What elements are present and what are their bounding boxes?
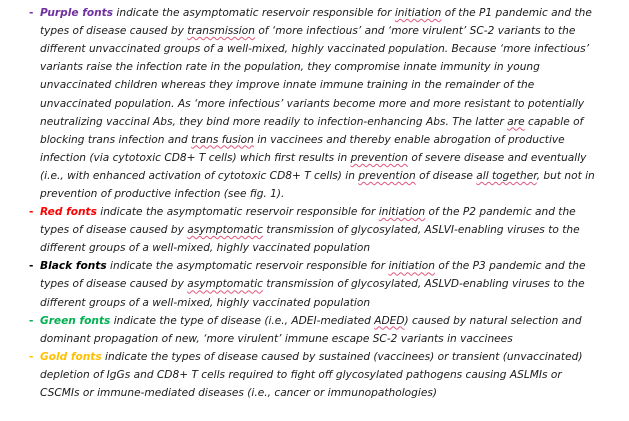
bullet-marker: - [29,350,34,363]
text-line [40,149,586,167]
text-run: , but not in [536,169,595,182]
color-key-label: Red fonts [40,206,97,219]
text-line [40,167,595,185]
flagged-word: prevention [358,169,416,182]
legend-item-gold [0,348,629,402]
color-key-label: Black fonts [40,260,107,273]
text-run: CSCMIs or immune-mediated diseases (i.e., cancer or immunopathologies) [40,387,437,400]
text-run: of disease [415,169,477,182]
text-run: variants raise the infection rate in the population, they compromise innate immunity in young [40,61,540,74]
text-line [40,384,437,402]
text-run: different groups of a well-mixed, highly vaccinated population [40,242,371,255]
text-line [40,113,583,131]
text-run: transmission of glycosylated, ASLVI-enabling viruses to the [262,224,580,237]
text-line [40,58,540,76]
flagged-word: initiation [394,7,442,19]
text-run: indicate the asymptomatic reservoir responsible for [96,206,379,219]
bullet-marker: - [29,7,34,19]
text-run: different unvaccinated groups of a well-mixed, highly vaccinated population. Because ‘more infectious’ [40,43,590,56]
color-key-label: Green fonts [40,314,111,327]
legend-item-black [0,257,629,311]
text-line [40,221,580,239]
text-line [40,275,585,293]
flagged-word: all together [476,169,537,182]
text-line [40,185,284,203]
text-run: infection (via cytotoxic CD8+ T cells) which first results in [40,151,351,164]
legend-item-red [0,203,629,257]
text-run: transmission of glycosylated, ASLVD-enabling viruses to the [262,278,585,291]
flagged-word: are [507,115,525,128]
text-run: depletion of IgGs and CD8+ T cells required to fight off glycosylated pathogens causing ASLMIs or [40,368,562,381]
bullet-marker: - [29,314,34,327]
text-line [40,22,575,40]
text-run: unvaccinated children whereas they improve innate immune training in the remainder of the [40,79,535,92]
text-line [40,76,534,94]
text-run: indicate the type of disease (i.e., ADEI-mediated [110,314,375,327]
flagged-word: initiation [388,260,435,273]
flagged-word: transmission [187,25,255,38]
text-line [40,348,582,366]
text-line [40,366,562,384]
text-line [40,203,576,221]
flagged-word: asymptomatic [187,224,263,237]
legend-item-green [0,312,629,348]
legend-item-purple [0,4,629,203]
text-line [40,4,592,22]
text-line [40,294,370,312]
text-line [40,257,585,275]
text-line [40,239,370,257]
text-run: in vaccinees and thereby enable abrogation of productive [253,133,565,146]
text-run: indicate the types of disease caused by sustained (vaccinees) or transient (unvaccinated) [101,350,583,363]
text-line [40,131,565,149]
text-run: types of disease caused by [40,25,188,38]
text-run: capable of [524,115,584,128]
text-run: unvaccinated population. As ‘more infectious’ variants become more and more resistant to potentially [40,97,585,110]
text-run: blocking trans infection and [40,133,192,146]
text-line [40,312,582,330]
text-run: different groups of a well-mixed, highly vaccinated population [40,296,371,309]
text-run: prevention of productive infection (see fig. 1). [40,188,285,200]
text-run: dominant propagation of new, ‘more virulent’ immune escape SC-2 variants in vaccinees [40,332,513,345]
text-run: of the P2 pandemic and the [425,206,576,219]
text-run: indicate the asymptomatic reservoir responsible for [113,7,395,19]
text-run: types of disease caused by [40,278,188,291]
bullet-marker: - [29,206,34,219]
flagged-word: trans fusion [191,133,254,146]
flagged-word: initiation [378,206,426,219]
color-key-label: Gold fonts [40,350,102,363]
text-run: indicate the asymptomatic reservoir responsible for [106,260,389,273]
text-run: of the P3 pandemic and the [434,260,586,273]
flagged-word: prevention [350,151,408,164]
text-run: (i.e., with enhanced activation of cytotoxic CD8+ T cells) in [40,169,359,182]
text-run: neutralizing vaccinal Abs, they bind more readily to infection-enhancing Abs. The latter [40,115,508,128]
text-run: ) caused by natural selection and [404,314,582,327]
text-line [40,40,589,58]
flagged-word: asymptomatic [187,278,263,291]
text-line [40,330,513,348]
text-run: types of disease caused by [40,224,188,237]
text-run: of the P1 pandemic and the [441,7,592,19]
color-key-label: Purple fonts [40,7,114,19]
text-line [40,95,584,113]
text-run: of severe disease and eventually [407,151,587,164]
text-run: of ‘more infectious’ and ‘more virulent’ SC-2 variants to the [254,25,576,38]
bullet-marker: - [29,260,34,273]
flagged-word: ADED [374,314,405,327]
